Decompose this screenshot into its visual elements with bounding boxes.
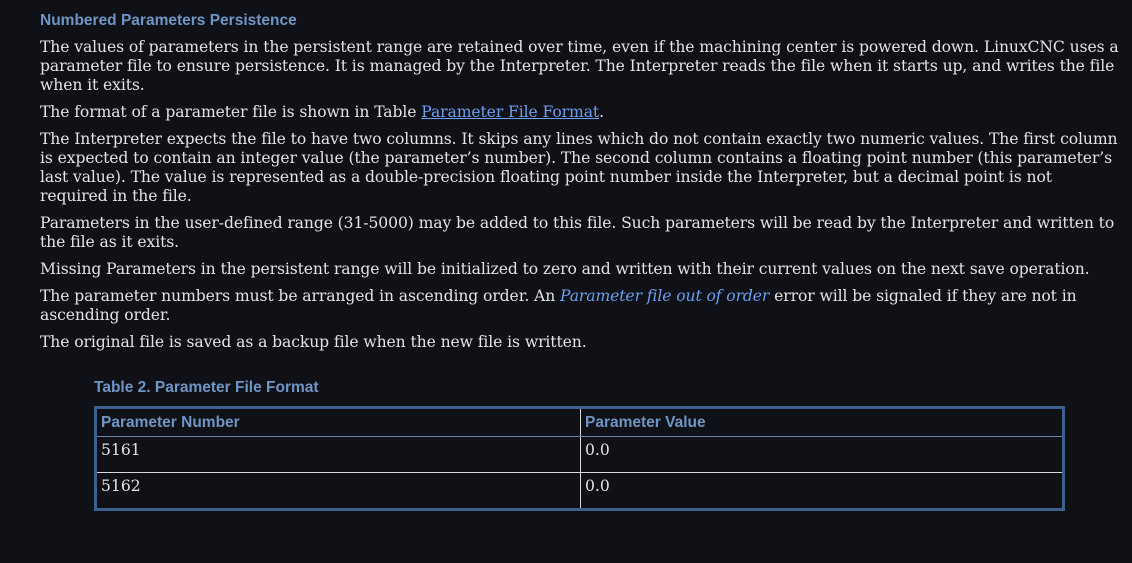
parameter-file-format-link[interactable]: Parameter File Format [421, 103, 600, 121]
paragraph-two-columns: The Interpreter expects the file to have two columns. It skips any lines which do not contain exactly two numeric values. The first column is expected to contain an integer value (the parameter’s number). The second column contains a floating point number (this parameter’s last value). The value is represented as a double-precision floating point number inside the Interpreter, but a decimal point is not required in the file. [40, 130, 1118, 205]
cell-parameter-value: 0.0 [585, 477, 610, 495]
paragraph-text: The parameter numbers must be arranged in ascending order. An [40, 287, 561, 305]
error-message-name: Parameter file out of order [560, 287, 770, 305]
table-row [96, 473, 1064, 510]
cell-parameter-number: 5162 [96, 473, 581, 510]
header-parameter-value: Parameter Value [581, 408, 1064, 437]
paragraph-text: . [599, 103, 604, 121]
paragraph-backup: The original file is saved as a backup file when the new file is written. [40, 333, 587, 351]
table-title: Table 2. Parameter File Format [94, 379, 319, 396]
paragraph-ascending-order [40, 287, 1122, 325]
paragraph-missing-parameters: Missing Parameters in the persistent range will be initialized to zero and written with their current values on the next save operation. [40, 260, 1090, 278]
table-header-row [96, 408, 1064, 437]
cell-parameter-number: 5161 [96, 437, 581, 473]
cell-parameter-value: 0.0 [581, 437, 1064, 473]
paragraph-user-defined-range: Parameters in the user-defined range (31-5000) may be added to this file. Such parameters will be read by the Interpreter and written to the file as it exits. [40, 214, 1115, 251]
paragraph-text: error will be signaled if they are not in ascending order. [40, 287, 1077, 324]
parameter-file-format-table-block [94, 378, 1132, 511]
header-parameter-number: Parameter Number [96, 408, 581, 437]
paragraph-text: The format of a parameter file is shown in Table [40, 103, 422, 121]
paragraph-file-format [40, 103, 1122, 122]
parameter-file-format-table [94, 406, 1065, 511]
paragraph-persistence-intro: The values of parameters in the persistent range are retained over time, even if the machining center is powered down. LinuxCNC uses a parameter file to ensure persistence. It is managed by the Interpreter. The Interpreter reads the file when it starts up, and writes the file when it exits. [40, 38, 1119, 94]
table-row [96, 437, 1064, 473]
section-title: Numbered Parameters Persistence [40, 12, 297, 29]
